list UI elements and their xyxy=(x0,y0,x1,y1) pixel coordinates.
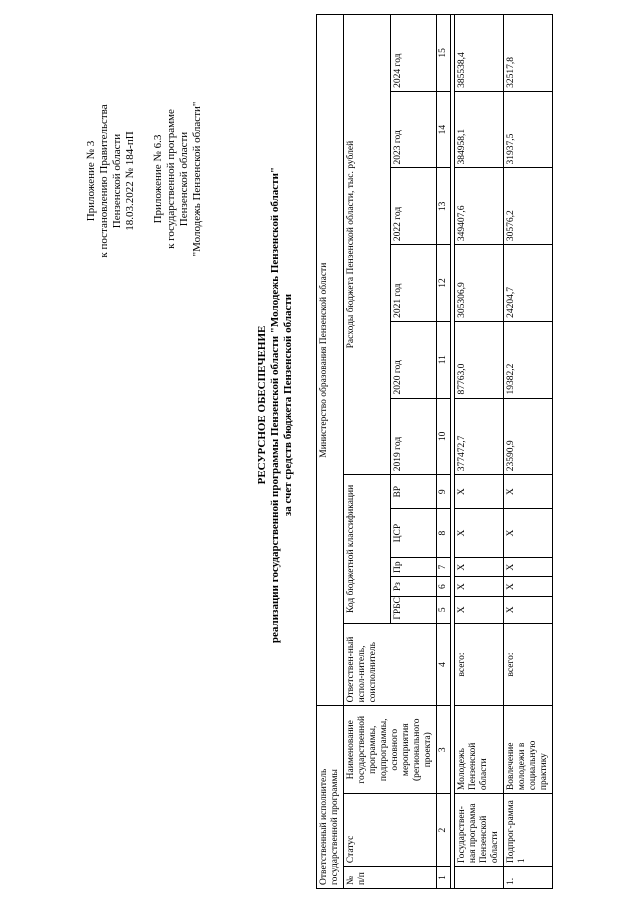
row-responsible: всего: xyxy=(455,623,504,706)
col-number: 9 xyxy=(437,475,451,509)
row-code-pr: X xyxy=(455,557,504,576)
row-code-vr: X xyxy=(504,475,553,509)
column-numbers-row xyxy=(437,15,451,889)
row-value-2022: 30576,2 xyxy=(504,168,553,245)
code-rz: Рз xyxy=(390,577,437,596)
year-2022: 2022 год xyxy=(390,168,437,245)
code-vr: ВР xyxy=(390,475,437,509)
row-code-vr: X xyxy=(455,475,504,509)
col-no-header: № п/п xyxy=(344,867,437,889)
title-line2: реализации государственной программы Пензенской области "Молодежь Пензенской области" xyxy=(269,166,281,644)
row-no: 1. xyxy=(504,867,553,889)
col-number: 3 xyxy=(437,706,451,794)
row-value-2022: 349407,6 xyxy=(455,168,504,245)
year-2021: 2021 год xyxy=(390,245,437,322)
resp-exec-value: Министерство образования Пензенской области xyxy=(317,15,344,706)
row-value-2021: 305306,9 xyxy=(455,245,504,322)
row-name: Вовлечение молодежи в социальную практику xyxy=(504,706,553,794)
row-value-2019: 377472,7 xyxy=(455,398,504,475)
col-number: 5 xyxy=(437,596,451,623)
col-number: 12 xyxy=(437,245,451,322)
appendix-sub-line3: Пензенской области xyxy=(178,131,190,227)
resource-table xyxy=(316,14,553,889)
col-status-header: Статус xyxy=(344,794,437,867)
code-grbs: ГРБС xyxy=(390,596,437,623)
col-number: 8 xyxy=(437,509,451,558)
row-no xyxy=(455,867,504,889)
appendix-main-line4: 18.03.2022 № 184-пП xyxy=(124,131,136,231)
row-value-2019: 23590,9 xyxy=(504,398,553,475)
col-number: 7 xyxy=(437,557,451,576)
document-title xyxy=(256,5,295,805)
col-number: 4 xyxy=(437,623,451,706)
code-pr: Пр xyxy=(390,557,437,576)
col-number: 1 xyxy=(437,867,451,889)
appendix-sub xyxy=(152,69,204,289)
row-responsible: всего: xyxy=(504,623,553,706)
col-expenses-header: Расходы бюджета Пензенской области, тыс. рублей xyxy=(344,15,391,475)
col-number: 15 xyxy=(437,15,451,92)
year-2019: 2019 год xyxy=(390,398,437,475)
year-2024: 2024 год xyxy=(390,15,437,92)
row-value-2020: 87763,0 xyxy=(455,321,504,398)
row-value-2023: 31937,5 xyxy=(504,91,553,168)
row-code-grbs: X xyxy=(504,596,553,623)
row-code-rz: X xyxy=(504,577,553,596)
year-2020: 2020 год xyxy=(390,321,437,398)
header-row-main xyxy=(344,15,391,889)
title-line1: РЕСУРСНОЕ ОБЕСПЕЧЕНИЕ xyxy=(256,325,268,485)
row-value-2020: 19382,2 xyxy=(504,321,553,398)
header-row-executor xyxy=(317,15,344,889)
col-number: 13 xyxy=(437,168,451,245)
row-value-2021: 24204,7 xyxy=(504,245,553,322)
appendix-sub-line2: к государственной программе xyxy=(165,109,177,249)
row-value-2024: 32517,8 xyxy=(504,15,553,92)
row-code-rz: X xyxy=(455,577,504,596)
table-row xyxy=(504,15,553,889)
title-line3: за счет средств бюджета Пензенской области xyxy=(282,293,294,517)
col-responsible-header: Ответствен-ный испол-нитель, соисполнитель xyxy=(344,623,437,706)
appendix-sub-line4: "Молодежь Пензенской области" xyxy=(191,101,203,257)
year-2023: 2023 год xyxy=(390,91,437,168)
row-name: Молодежь Пензенской области xyxy=(455,706,504,794)
col-number: 10 xyxy=(437,398,451,475)
col-number: 2 xyxy=(437,794,451,867)
appendix-main-line2: к постановлению Правительства xyxy=(98,104,110,258)
appendix-sub-line1: Приложение № 6.3 xyxy=(152,134,164,224)
table-row xyxy=(455,15,504,889)
row-code-pr: X xyxy=(504,557,553,576)
row-code-csr: X xyxy=(455,509,504,558)
col-name-header: Наименование государственной программы, подпрограммы, основного мероприятия (регионального проекта) xyxy=(344,706,437,794)
row-value-2023: 384958,1 xyxy=(455,91,504,168)
appendix-main-line1: Приложение № 3 xyxy=(85,140,97,222)
resp-exec-label: Ответственный исполнитель государственной программы xyxy=(317,706,344,889)
row-code-csr: X xyxy=(504,509,553,558)
code-csr: ЦСР xyxy=(390,509,437,558)
col-number: 11 xyxy=(437,321,451,398)
col-number: 6 xyxy=(437,577,451,596)
row-status: Подпрог-рамма 1 xyxy=(504,794,553,867)
col-budget-code-header: Код бюджетной классификации xyxy=(344,475,391,623)
appendix-main-line3: Пензенской области xyxy=(111,133,123,229)
col-number: 14 xyxy=(437,91,451,168)
appendix-main xyxy=(85,81,137,281)
row-status: Государствен-ная программа Пензенской области xyxy=(455,794,504,867)
row-value-2024: 385538,4 xyxy=(455,15,504,92)
row-code-grbs: X xyxy=(455,596,504,623)
